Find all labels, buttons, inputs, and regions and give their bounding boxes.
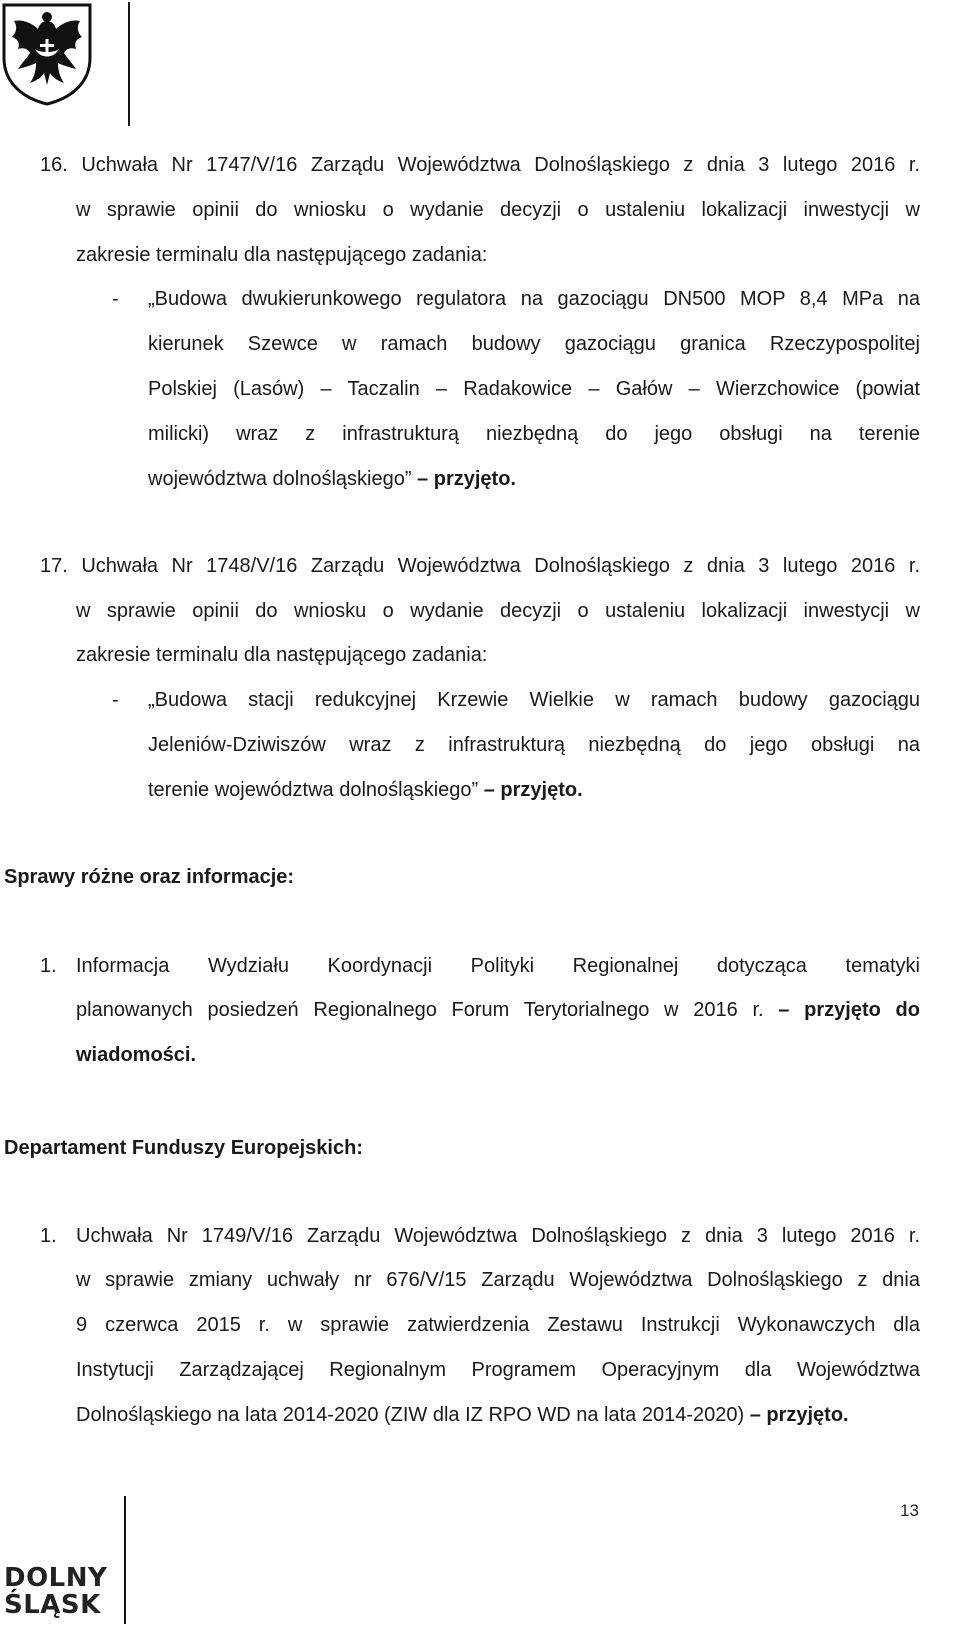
dfe-item-status: – przyjęto. bbox=[749, 1404, 849, 1426]
item16-task-line: kierunek Szewce w ramach budowy gazociągu granica Rzeczypospolitej bbox=[148, 333, 920, 355]
footer-divider bbox=[124, 1496, 126, 1624]
item16-bullet-dash: - bbox=[112, 288, 119, 310]
item16-status: – przyjęto. bbox=[417, 468, 516, 490]
page-number: 13 bbox=[900, 1501, 919, 1520]
logo-line: ŚLĄSK bbox=[4, 1590, 101, 1620]
item17-status: – przyjęto. bbox=[483, 779, 583, 801]
dfe-item-line: w sprawie zmiany uchwały nr 676/V/15 Zarządu Województwa Dolnośląskiego z dnia bbox=[76, 1269, 920, 1291]
misc-item-number: 1. bbox=[40, 955, 57, 977]
dolny-slask-logo bbox=[4, 1565, 107, 1619]
misc-item-line bbox=[76, 998, 920, 1022]
item16-text-line: w sprawie opinii do wniosku o wydanie decyzji o ustaleniu lokalizacji inwestycji w bbox=[76, 199, 920, 221]
item17-title-line: 17. Uchwała Nr 1748/V/16 Zarządu Województwa Dolnośląskiego z dnia 3 lutego 2016 r. bbox=[40, 555, 920, 577]
item17-task-line: „Budowa stacji redukcyjnej Krzewie Wielkie w ramach budowy gazociągu bbox=[148, 689, 920, 711]
item16-title-line: 16. Uchwała Nr 1747/V/16 Zarządu Województwa Dolnośląskiego z dnia 3 lutego 2016 r. bbox=[40, 154, 920, 176]
item16-task-line: „Budowa dwukierunkowego regulatora na gazociągu DN500 MOP 8,4 MPa na bbox=[148, 288, 920, 310]
section-heading-misc: Sprawy różne oraz informacje: bbox=[4, 866, 295, 888]
dfe-item-line: Instytucji Zarządzającej Regionalnym Programem Operacyjnym dla Województwa bbox=[76, 1359, 920, 1381]
item16-text-line: zakresie terminalu dla następującego zadania: bbox=[76, 244, 488, 266]
logo-line: DOLNY bbox=[4, 1563, 108, 1593]
item17-text-line: zakresie terminalu dla następującego zadania: bbox=[76, 644, 488, 666]
item17-bullet-dash: - bbox=[112, 689, 119, 711]
section-heading-dfe: Departament Funduszy Europejskich: bbox=[4, 1137, 363, 1159]
dfe-item-line: 9 czerwca 2015 r. w sprawie zatwierdzenia Zestawu Instrukcji Wykonawczych dla bbox=[76, 1314, 920, 1336]
item17-task-text: terenie województwa dolnośląskiego” bbox=[148, 779, 479, 801]
dfe-item-number: 1. bbox=[40, 1225, 57, 1247]
dfe-item-line: Uchwała Nr 1749/V/16 Zarządu Województwa Dolnośląskiego z dnia 3 lutego 2016 r. bbox=[76, 1225, 920, 1247]
misc-item-status-cont: wiadomości. bbox=[76, 1044, 197, 1066]
dfe-item-last-line bbox=[76, 1403, 849, 1427]
misc-item-status: – przyjęto do bbox=[778, 999, 920, 1021]
item16-task-line: Polskiej (Lasów) – Taczalin – Radakowice – Gałów – Wierzchowice (powiat bbox=[148, 378, 920, 400]
item17-text-line: w sprawie opinii do wniosku o wydanie decyzji o ustaleniu lokalizacji inwestycji w bbox=[76, 600, 920, 622]
item16-task-line: milicki) wraz z infrastrukturą niezbędną do jego obsługi na terenie bbox=[148, 423, 920, 445]
item16-task-text: województwa dolnośląskiego” bbox=[148, 468, 412, 490]
silesian-eagle-crest-icon bbox=[2, 3, 92, 106]
misc-item-text: planowanych posiedzeń Regionalnego Forum Terytorialnego w 2016 r. bbox=[76, 999, 764, 1021]
dfe-item-text: Dolnośląskiego na lata 2014-2020 (ZIW dla IZ RPO WD na lata 2014-2020) bbox=[76, 1404, 745, 1426]
item17-task-last-line bbox=[148, 778, 583, 802]
header-divider bbox=[128, 2, 130, 126]
item17-task-line: Jeleniów-Dziwiszów wraz z infrastrukturą niezbędną do jego obsługi na bbox=[148, 734, 920, 756]
item16-task-last-line bbox=[148, 467, 516, 491]
misc-item-line: Informacja Wydziału Koordynacji Polityki Regionalnej dotycząca tematyki bbox=[76, 955, 920, 977]
